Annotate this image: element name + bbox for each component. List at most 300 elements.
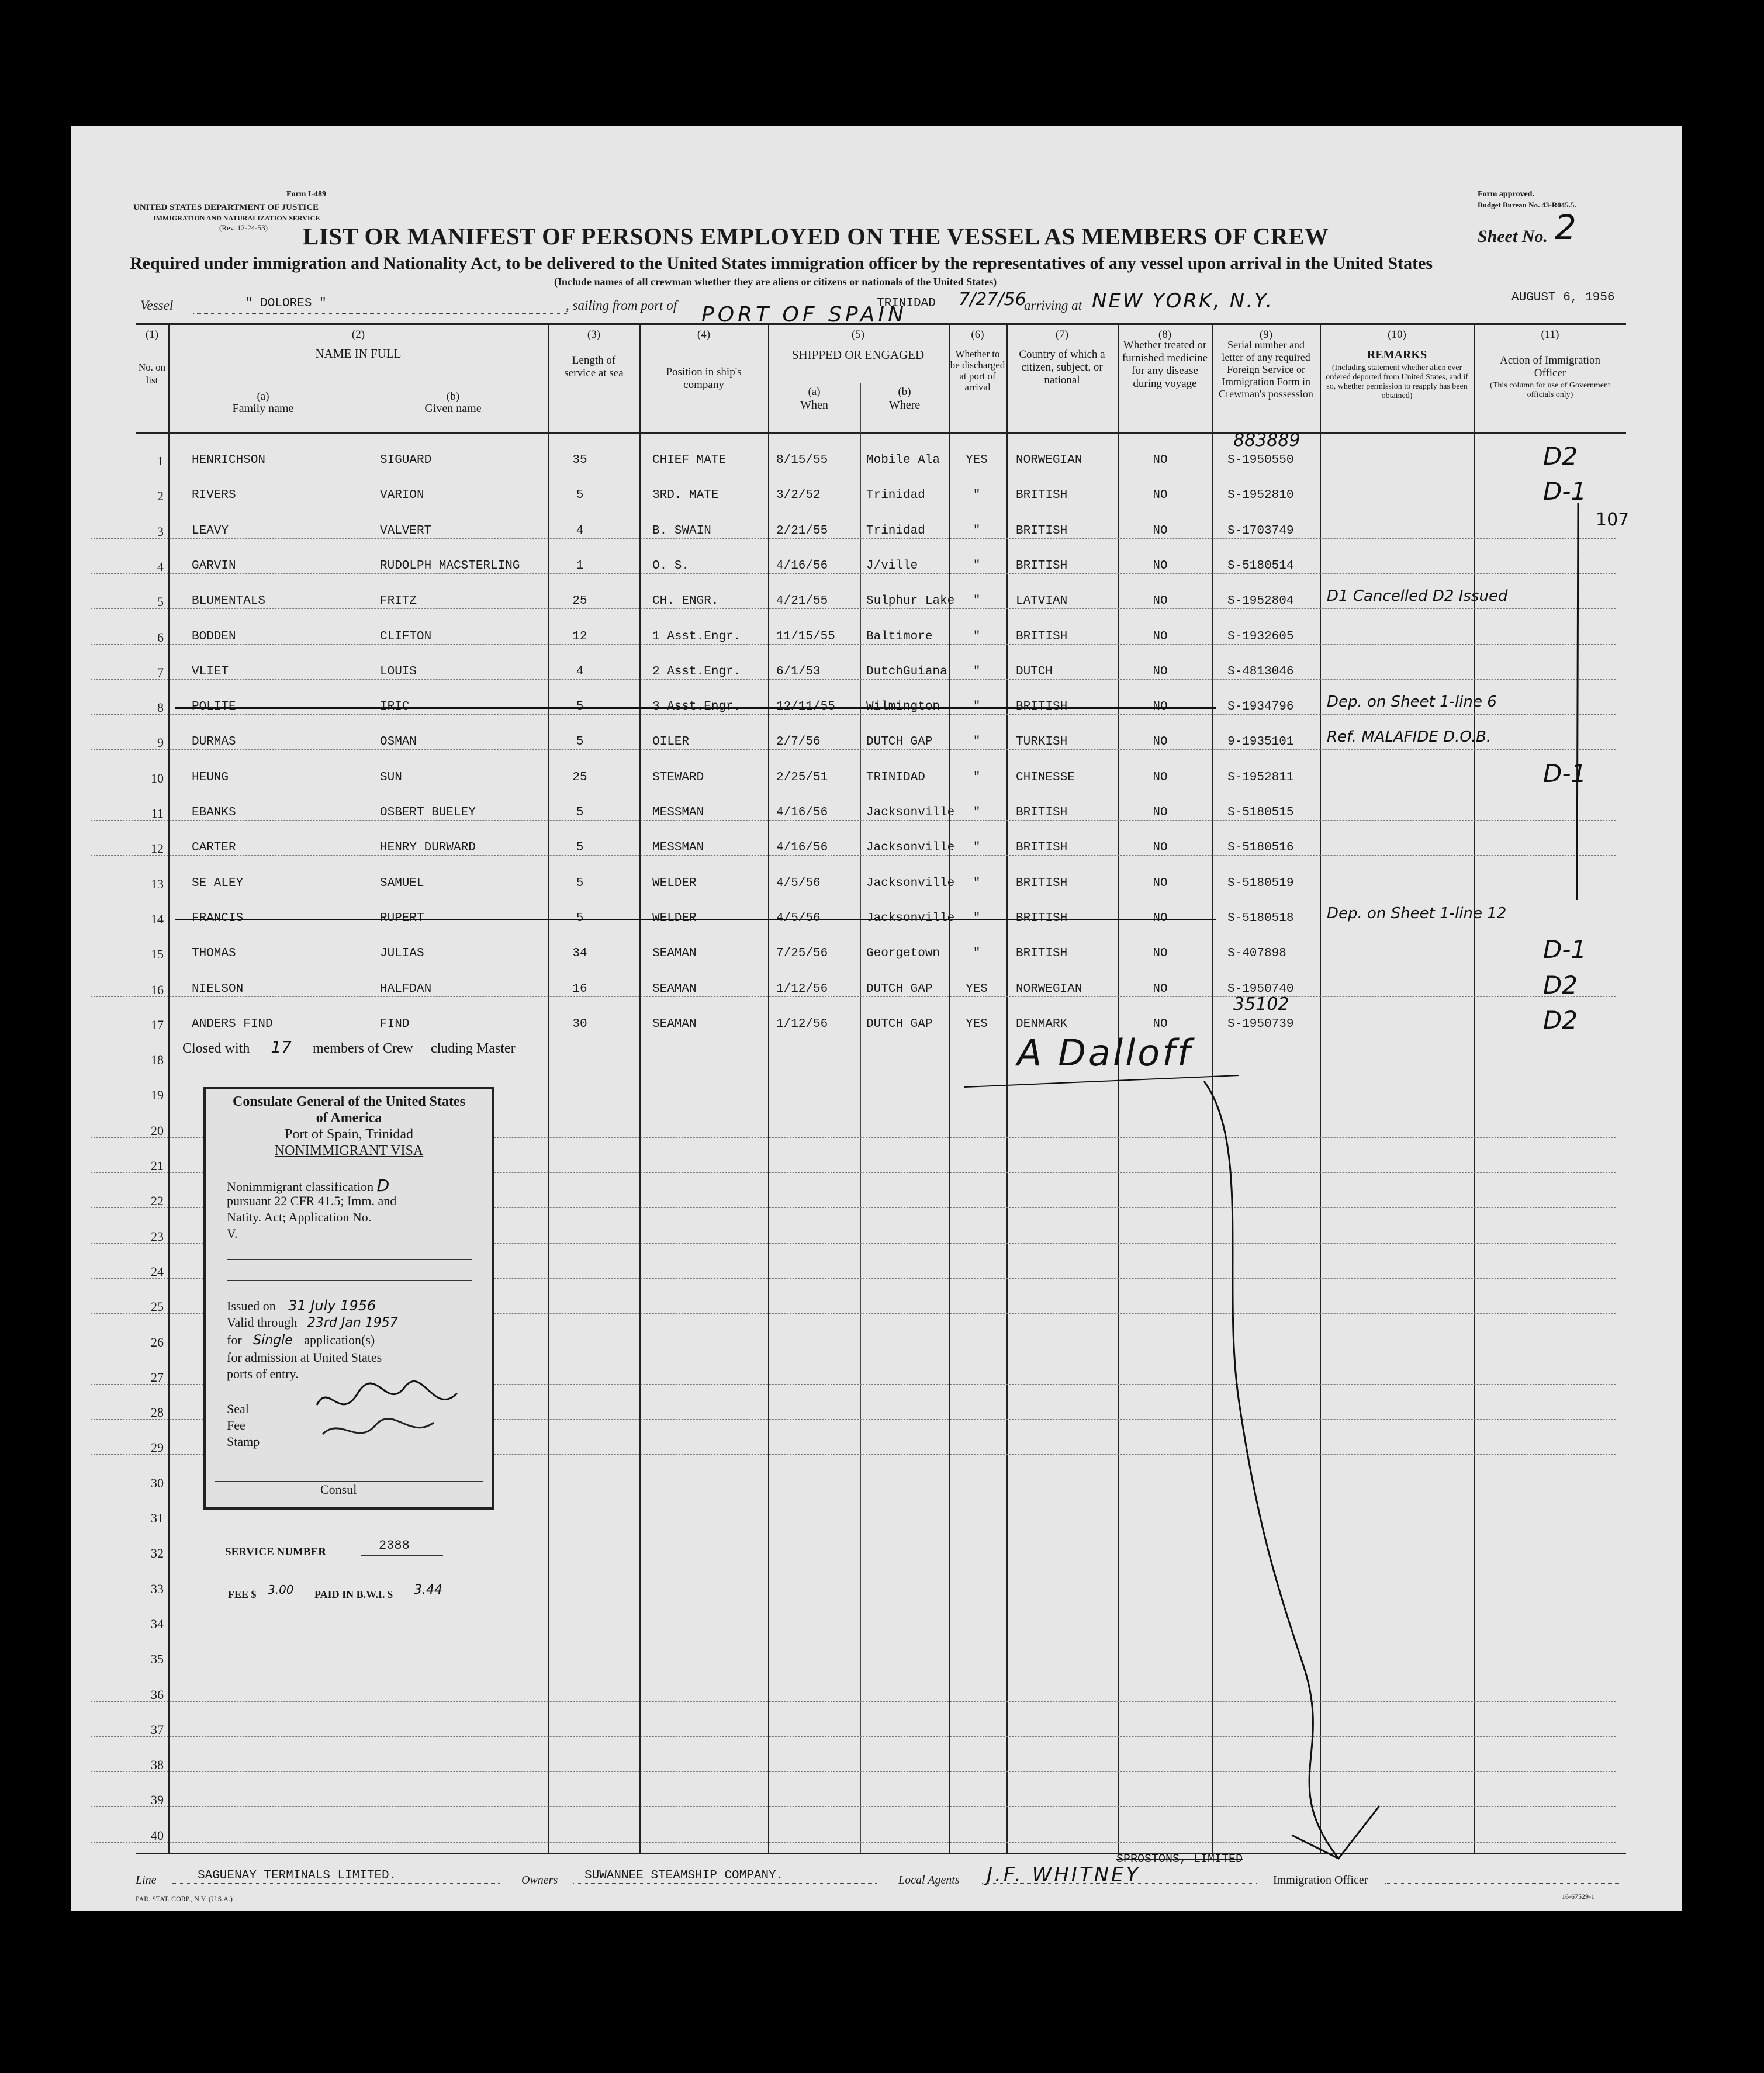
row-number: 25 bbox=[151, 1299, 164, 1314]
vessel-rule bbox=[193, 313, 567, 314]
crew-service: 5 bbox=[576, 700, 584, 714]
crew-discharge: " bbox=[973, 629, 981, 643]
crew-medicine: NO bbox=[1153, 876, 1168, 890]
crew-count: 17 bbox=[271, 1037, 292, 1057]
col1-header: No. on list bbox=[138, 362, 166, 386]
col2a-header: Family name bbox=[232, 402, 294, 415]
crew-country: BRITISH bbox=[1016, 524, 1068, 538]
crew-serial: S-1952811 bbox=[1227, 770, 1294, 784]
row-rule bbox=[91, 679, 1616, 680]
crew-discharge: " bbox=[973, 665, 981, 679]
row-number: 15 bbox=[151, 947, 164, 962]
crew-serial: S-5180515 bbox=[1227, 806, 1294, 819]
crew-service: 4 bbox=[576, 524, 584, 538]
row-number: 4 bbox=[157, 559, 164, 574]
crew-country: BRITISH bbox=[1016, 876, 1068, 890]
stamp-issued: Issued on 31 July 1956 bbox=[227, 1297, 376, 1314]
crew-family: POLITE bbox=[192, 700, 236, 714]
crew-family: ANDERS FIND bbox=[192, 1017, 273, 1031]
handwritten-arrow bbox=[947, 1052, 1414, 1870]
crew-given: RUDOLPH MACSTERLING bbox=[380, 559, 520, 573]
stamp-for-value: Single bbox=[253, 1333, 293, 1348]
col5a-header: When bbox=[800, 399, 828, 411]
stamp-port: Port of Spain, Trinidad bbox=[284, 1127, 414, 1142]
crew-family: BLUMENTALS bbox=[192, 594, 266, 608]
table-header-rule bbox=[136, 432, 1626, 434]
crew-where: Sulphur Lake bbox=[866, 594, 955, 608]
col-divider bbox=[168, 323, 170, 1853]
stamp-seal: Seal bbox=[227, 1401, 249, 1416]
crew-when: 12/11/55 bbox=[776, 700, 835, 714]
row-number: 32 bbox=[151, 1546, 164, 1561]
row-number: 17 bbox=[151, 1017, 164, 1032]
stamp-issued-date: 31 July 1956 bbox=[288, 1297, 376, 1314]
stamp-consul: Consul bbox=[320, 1482, 357, 1497]
line-rule bbox=[172, 1883, 500, 1884]
revision: (Rev. 12-24-53) bbox=[219, 223, 268, 232]
row-number: 10 bbox=[151, 770, 164, 785]
row-rule bbox=[91, 644, 1616, 645]
immigration-action: D-1 bbox=[1543, 759, 1587, 788]
crew-serial: S-5180516 bbox=[1227, 841, 1294, 855]
crew-family: SE ALEY bbox=[192, 876, 244, 890]
col5b-header: Where bbox=[888, 399, 921, 411]
vessel-label: Vessel bbox=[140, 298, 174, 313]
immigration-action: D2 bbox=[1543, 970, 1578, 999]
crew-service: 34 bbox=[572, 947, 587, 961]
col6-header: Whether to be discharged at port of arrival bbox=[950, 348, 1005, 393]
crew-service: 30 bbox=[572, 1017, 587, 1031]
col5a-number: (a) bbox=[808, 386, 821, 398]
stamp-v-label: V. bbox=[227, 1226, 238, 1241]
agents-label: Local Agents bbox=[898, 1874, 960, 1887]
crew-when: 2/25/51 bbox=[776, 770, 828, 784]
line-label: Line bbox=[136, 1874, 157, 1887]
page-title: LIST OR MANIFEST OF PERSONS EMPLOYED ON THE VESSEL AS MEMBERS OF CREW bbox=[303, 223, 1329, 250]
printer: PAR. STAT. CORP., N.Y. (U.S.A.) bbox=[136, 1895, 233, 1903]
vessel-name: " DOLORES " bbox=[245, 297, 327, 310]
crew-service: 1 bbox=[576, 559, 584, 573]
crew-family: CARTER bbox=[192, 841, 236, 855]
stamp-valid-date: 23rd Jan 1957 bbox=[307, 1316, 398, 1330]
budget-number: Budget Bureau No. 43-R045.5. bbox=[1478, 200, 1576, 209]
col-divider bbox=[639, 323, 641, 1853]
stamp-rule bbox=[227, 1280, 472, 1281]
row-number: 31 bbox=[151, 1511, 164, 1525]
local-agent: J.F. WHITNEY bbox=[987, 1863, 1141, 1887]
crew-serial: S-1703749 bbox=[1227, 524, 1294, 538]
crew-country: DUTCH bbox=[1016, 665, 1053, 679]
crew-position: CH. ENGR. bbox=[652, 594, 719, 608]
margin-note: 107 bbox=[1596, 510, 1630, 530]
col-divider bbox=[548, 323, 549, 1853]
immigration-action: D-1 bbox=[1543, 935, 1587, 964]
row-number: 6 bbox=[157, 629, 164, 645]
crew-serial: S-5180518 bbox=[1227, 911, 1294, 925]
crew-medicine: NO bbox=[1153, 770, 1168, 784]
crew-serial: S-1932605 bbox=[1227, 629, 1294, 643]
col11-header: Action of Immigration Officer bbox=[1499, 354, 1601, 379]
required-line: Required under immigration and Nationality Act, to be delivered to the United States immigration officer by the representatives of any vessel upon arrival in the United States bbox=[130, 254, 1433, 273]
col2-number: (2) bbox=[351, 328, 365, 341]
form-label: Form I-489 bbox=[286, 190, 327, 199]
crew-discharge: " bbox=[973, 947, 981, 961]
crew-given: CLIFTON bbox=[380, 629, 432, 643]
crew-given: FIND bbox=[380, 1017, 410, 1031]
stamp-america: of America bbox=[316, 1110, 382, 1126]
row-number: 35 bbox=[151, 1652, 164, 1667]
row-number: 21 bbox=[151, 1158, 164, 1173]
paid-value: 3.44 bbox=[414, 1583, 442, 1597]
crew-country: BRITISH bbox=[1016, 911, 1068, 925]
crew-family: LEAVY bbox=[192, 524, 229, 538]
crew-discharge: " bbox=[973, 594, 981, 608]
closing-text bbox=[182, 1037, 516, 1057]
row-number: 5 bbox=[157, 594, 164, 610]
crew-family: RIVERS bbox=[192, 489, 236, 503]
col-divider bbox=[1474, 323, 1475, 1853]
crew-when: 3/2/52 bbox=[776, 489, 821, 503]
crew-where: DUTCH GAP bbox=[866, 1017, 933, 1031]
crew-discharge: YES bbox=[966, 454, 988, 467]
crew-where: Jacksonville bbox=[866, 876, 955, 890]
crew-remarks: D1 Cancelled D2 Issued bbox=[1327, 587, 1508, 605]
crew-family: FRANCIS bbox=[192, 911, 244, 925]
crew-where: Jacksonville bbox=[866, 841, 955, 855]
row-rule bbox=[91, 820, 1616, 821]
row-number: 8 bbox=[157, 700, 164, 715]
crew-position: 1 Asst.Engr. bbox=[652, 629, 741, 643]
crew-remarks: Ref. MALAFIDE D.O.B. bbox=[1327, 728, 1492, 746]
row-number: 18 bbox=[151, 1053, 164, 1068]
crew-where: Trinidad bbox=[866, 489, 925, 503]
row-number: 34 bbox=[151, 1616, 164, 1631]
crew-serial: 9-1935101 bbox=[1227, 735, 1294, 749]
crew-when: 8/15/55 bbox=[776, 454, 828, 467]
paid-label: PAID IN B.W.I. $ bbox=[314, 1589, 393, 1600]
crew-given: LOUIS bbox=[380, 665, 417, 679]
crew-given: HENRY DURWARD bbox=[380, 841, 476, 855]
col2a-number: (a) bbox=[257, 390, 269, 403]
crew-discharge: " bbox=[973, 735, 981, 749]
crew-country: CHINESSE bbox=[1016, 770, 1075, 784]
col7-number: (7) bbox=[1055, 328, 1069, 341]
service-name: IMMIGRATION AND NATURALIZATION SERVICE bbox=[153, 214, 320, 222]
crew-position: 2 Asst.Engr. bbox=[652, 665, 741, 679]
crew-position: WELDER bbox=[652, 911, 697, 925]
crew-given: SUN bbox=[380, 770, 402, 784]
stamp-class-value: D bbox=[376, 1176, 390, 1195]
crew-where: DUTCH GAP bbox=[866, 982, 933, 996]
row-number: 36 bbox=[151, 1687, 164, 1702]
crew-discharge: " bbox=[973, 841, 981, 855]
officer-rule bbox=[1385, 1883, 1619, 1884]
form-code: 16-67529-1 bbox=[1562, 1892, 1594, 1901]
department: UNITED STATES DEPARTMENT OF JUSTICE bbox=[133, 203, 319, 212]
col2-header: NAME IN FULL bbox=[315, 347, 402, 361]
crew-when: 4/16/56 bbox=[776, 559, 828, 573]
crew-given: RUPERT bbox=[380, 911, 424, 925]
stamp-natity: Natity. Act; Application No. bbox=[227, 1210, 372, 1224]
crew-medicine: NO bbox=[1153, 806, 1168, 819]
crew-where: Wilmington bbox=[866, 700, 940, 714]
crew-medicine: NO bbox=[1153, 594, 1168, 608]
serial-handwritten: 883889 bbox=[1233, 430, 1300, 451]
crew-medicine: NO bbox=[1153, 489, 1168, 503]
row-number: 20 bbox=[151, 1123, 164, 1138]
crew-discharge: " bbox=[973, 524, 981, 538]
row-number: 22 bbox=[151, 1193, 164, 1209]
crew-where: Mobile Ala bbox=[866, 454, 940, 467]
arrival-date: AUGUST 6, 1956 bbox=[1511, 291, 1615, 304]
crew-when: 11/15/55 bbox=[776, 629, 835, 643]
crew-when: 4/5/56 bbox=[776, 911, 821, 925]
col9-header: Serial number and letter of any required Foreign Service or Immigration Form in Crewman's possession bbox=[1219, 339, 1313, 400]
row-number: 37 bbox=[151, 1722, 164, 1737]
row-rule bbox=[91, 714, 1616, 715]
crew-when: 2/7/56 bbox=[776, 735, 821, 749]
crew-medicine: NO bbox=[1153, 629, 1168, 643]
crew-when: 6/1/53 bbox=[776, 665, 821, 679]
col-divider bbox=[860, 383, 861, 1853]
closing-suffix: cluding Master bbox=[430, 1041, 516, 1056]
crew-serial: S-1934796 bbox=[1227, 700, 1294, 714]
crew-serial: S-1952810 bbox=[1227, 489, 1294, 503]
col8-number: (8) bbox=[1158, 328, 1172, 341]
crew-given: OSMAN bbox=[380, 735, 417, 749]
crew-medicine: NO bbox=[1153, 1017, 1168, 1031]
crew-family: HEUNG bbox=[192, 770, 229, 784]
crew-position: SEAMAN bbox=[652, 982, 697, 996]
immigration-action: D2 bbox=[1543, 442, 1578, 470]
row-rule bbox=[91, 608, 1616, 609]
row-number: 29 bbox=[151, 1440, 164, 1455]
crew-family: GARVIN bbox=[192, 559, 236, 573]
crew-remarks: Dep. on Sheet 1-line 6 bbox=[1327, 693, 1497, 711]
col5b-number: (b) bbox=[898, 386, 911, 398]
crew-service: 16 bbox=[572, 982, 587, 996]
crew-family: THOMAS bbox=[192, 947, 236, 961]
col5-header: SHIPPED OR ENGAGED bbox=[791, 348, 925, 362]
col2b-header: Given name bbox=[424, 402, 482, 415]
strike-line bbox=[175, 707, 1216, 709]
include-line: (Include names of all crewman whether they are aliens or citizens or nationals of the United States) bbox=[554, 276, 997, 288]
owners-rule bbox=[573, 1883, 877, 1884]
crew-position: O. S. bbox=[652, 559, 690, 573]
line-company: SAGUENAY TERMINALS LIMITED. bbox=[198, 1869, 397, 1882]
service-rule bbox=[361, 1555, 443, 1556]
crew-position: CHIEF MATE bbox=[652, 454, 727, 467]
serial-handwritten: 35102 bbox=[1233, 994, 1289, 1015]
crew-serial: S-1950740 bbox=[1227, 982, 1294, 996]
margin-bracket bbox=[1566, 503, 1590, 900]
arriving-label: arriving at bbox=[1024, 298, 1082, 313]
crew-country: BRITISH bbox=[1016, 841, 1068, 855]
closing-members: members of Crew bbox=[312, 1041, 413, 1056]
stamp-pursuant: pursuant 22 CFR 41.5; Imm. and bbox=[227, 1193, 397, 1208]
stamp-ports: ports of entry. bbox=[227, 1366, 299, 1381]
col8-header: Whether treated or furnished medicine for any disease during voyage bbox=[1122, 339, 1208, 390]
crew-position: 3 Asst.Engr. bbox=[652, 700, 741, 714]
row-number: 24 bbox=[151, 1264, 164, 1279]
col3-header: Length of service at sea bbox=[564, 354, 624, 379]
crew-given: OSBERT BUELEY bbox=[380, 806, 476, 819]
crew-remarks: Dep. on Sheet 1-line 12 bbox=[1327, 904, 1507, 922]
crew-where: Georgetown bbox=[866, 947, 940, 961]
crew-medicine: NO bbox=[1153, 524, 1168, 538]
col7-header: Country of which a citizen, subject, or national bbox=[1019, 348, 1105, 386]
col4-header: Position in ship's company bbox=[666, 366, 742, 391]
row-number: 23 bbox=[151, 1228, 164, 1244]
crew-where: TRINIDAD bbox=[866, 770, 925, 784]
crew-discharge: " bbox=[973, 876, 981, 890]
crew-medicine: NO bbox=[1153, 982, 1168, 996]
crew-country: BRITISH bbox=[1016, 947, 1068, 961]
sheet-label: Sheet No. bbox=[1478, 227, 1548, 246]
col10-number: (10) bbox=[1388, 328, 1406, 341]
crew-where: Jacksonville bbox=[866, 911, 955, 925]
crew-where: DUTCH GAP bbox=[866, 735, 933, 749]
crew-where: DutchGuiana bbox=[866, 665, 947, 679]
owners-company: SUWANNEE STEAMSHIP COMPANY. bbox=[584, 1869, 784, 1882]
crew-medicine: NO bbox=[1153, 911, 1168, 925]
crew-service: 12 bbox=[572, 629, 587, 643]
crew-when: 1/12/56 bbox=[776, 1017, 828, 1031]
row-number: 39 bbox=[151, 1792, 164, 1808]
from-port: TRINIDAD bbox=[877, 297, 936, 310]
crew-given: FRITZ bbox=[380, 594, 417, 608]
crew-family: NIELSON bbox=[192, 982, 244, 996]
table-top-rule bbox=[136, 323, 1626, 325]
col11-subheader: (This column for use of Government officials only) bbox=[1490, 381, 1610, 399]
crew-country: BRITISH bbox=[1016, 489, 1068, 503]
crew-medicine: NO bbox=[1153, 735, 1168, 749]
crew-medicine: NO bbox=[1153, 700, 1168, 714]
row-number: 11 bbox=[151, 806, 164, 821]
crew-family: VLIET bbox=[192, 665, 229, 679]
crew-position: SEAMAN bbox=[652, 947, 697, 961]
crew-discharge: " bbox=[973, 806, 981, 819]
row-rule bbox=[91, 573, 1616, 574]
form-approved: Form approved. bbox=[1478, 190, 1534, 199]
stamp-admission: for admission at United States bbox=[227, 1350, 382, 1365]
crew-position: SEAMAN bbox=[652, 1017, 697, 1031]
crew-serial: S-1952804 bbox=[1227, 594, 1294, 608]
row-number: 27 bbox=[151, 1369, 164, 1385]
crew-when: 4/5/56 bbox=[776, 876, 821, 890]
agents-rule bbox=[982, 1883, 1257, 1884]
arrival-port: NEW YORK, N.Y. bbox=[1092, 289, 1274, 313]
row-number: 16 bbox=[151, 982, 164, 997]
crew-service: 5 bbox=[576, 876, 584, 890]
crew-country: BRITISH bbox=[1016, 700, 1068, 714]
row-number: 9 bbox=[157, 735, 164, 750]
crew-medicine: NO bbox=[1153, 559, 1168, 573]
row-number: 38 bbox=[151, 1757, 164, 1773]
fee-value: 3.00 bbox=[268, 1583, 294, 1597]
crew-family: DURMAS bbox=[192, 735, 236, 749]
crew-family: BODDEN bbox=[192, 629, 236, 643]
crew-given: JULIAS bbox=[380, 947, 424, 961]
crew-family: EBANKS bbox=[192, 806, 236, 819]
crew-service: 5 bbox=[576, 806, 584, 819]
row-number: 1 bbox=[157, 454, 164, 468]
crew-where: J/ville bbox=[866, 559, 918, 573]
crew-when: 7/25/56 bbox=[776, 947, 828, 961]
crew-serial: S-1950739 bbox=[1227, 1017, 1294, 1031]
from-port-handwritten: PORT OF SPAIN bbox=[701, 303, 907, 327]
crew-service: 5 bbox=[576, 735, 584, 749]
sail-date: 7/27/56 bbox=[959, 289, 1026, 310]
row-rule bbox=[91, 538, 1616, 539]
crew-discharge: " bbox=[973, 700, 981, 714]
crew-service: 5 bbox=[576, 489, 584, 503]
service-number-label: SERVICE NUMBER bbox=[225, 1546, 326, 1558]
crew-given: VALVERT bbox=[380, 524, 432, 538]
service-number: 2388 bbox=[379, 1538, 410, 1553]
crew-discharge: " bbox=[973, 911, 981, 925]
stamp-classification: Nonimmigrant classification D bbox=[227, 1176, 390, 1195]
crew-service: 35 bbox=[572, 454, 587, 467]
row-number: 28 bbox=[151, 1405, 164, 1420]
col6-number: (6) bbox=[971, 328, 984, 341]
crew-family: HENRICHSON bbox=[192, 454, 266, 467]
crew-when: 4/16/56 bbox=[776, 806, 828, 819]
crew-discharge: " bbox=[973, 559, 981, 573]
fee-label: FEE $ bbox=[228, 1589, 257, 1600]
col1-number: (1) bbox=[145, 328, 159, 341]
stamp-consulate: Consulate General of the United States bbox=[233, 1094, 465, 1109]
crew-medicine: NO bbox=[1153, 665, 1168, 679]
stamp-stamp: Stamp bbox=[227, 1434, 260, 1449]
crew-serial: S-407898 bbox=[1227, 947, 1286, 961]
stamp-fee: Fee bbox=[227, 1418, 245, 1432]
agents-struck: SPROSTONS, LIMITED bbox=[1116, 1853, 1243, 1866]
master-signature: A Dalloff bbox=[1017, 1032, 1192, 1074]
crew-country: NORWEGIAN bbox=[1016, 454, 1082, 467]
crew-when: 4/16/56 bbox=[776, 841, 828, 855]
officer-label: Immigration Officer bbox=[1273, 1874, 1368, 1887]
crew-country: LATVIAN bbox=[1016, 594, 1068, 608]
crew-given: HALFDAN bbox=[380, 982, 432, 996]
crew-serial: S-5180514 bbox=[1227, 559, 1294, 573]
crew-discharge: " bbox=[973, 489, 981, 503]
crew-given: VARION bbox=[380, 489, 424, 503]
col-divider bbox=[768, 323, 769, 1853]
crew-serial: S-5180519 bbox=[1227, 876, 1294, 890]
crew-country: BRITISH bbox=[1016, 559, 1068, 573]
crew-position: STEWARD bbox=[652, 770, 704, 784]
row-rule bbox=[91, 749, 1616, 750]
row-number: 13 bbox=[151, 876, 164, 891]
crew-given: IRIC bbox=[380, 700, 410, 714]
row-rule bbox=[91, 855, 1616, 856]
col10-header: REMARKS bbox=[1367, 348, 1427, 361]
stamp-rule bbox=[227, 1259, 472, 1260]
crew-when: 1/12/56 bbox=[776, 982, 828, 996]
stamp-valid: Valid through 23rd Jan 1957 bbox=[227, 1315, 398, 1330]
crew-medicine: NO bbox=[1153, 947, 1168, 961]
row-number: 12 bbox=[151, 841, 164, 856]
col11-number: (11) bbox=[1541, 328, 1559, 341]
crew-when: 2/21/55 bbox=[776, 524, 828, 538]
col5-number: (5) bbox=[851, 328, 865, 341]
closing-prefix: Closed with bbox=[182, 1041, 250, 1056]
crew-given: SAMUEL bbox=[380, 876, 424, 890]
immigration-action: D-1 bbox=[1543, 477, 1587, 506]
row-number: 30 bbox=[151, 1475, 164, 1490]
crew-country: BRITISH bbox=[1016, 806, 1068, 819]
